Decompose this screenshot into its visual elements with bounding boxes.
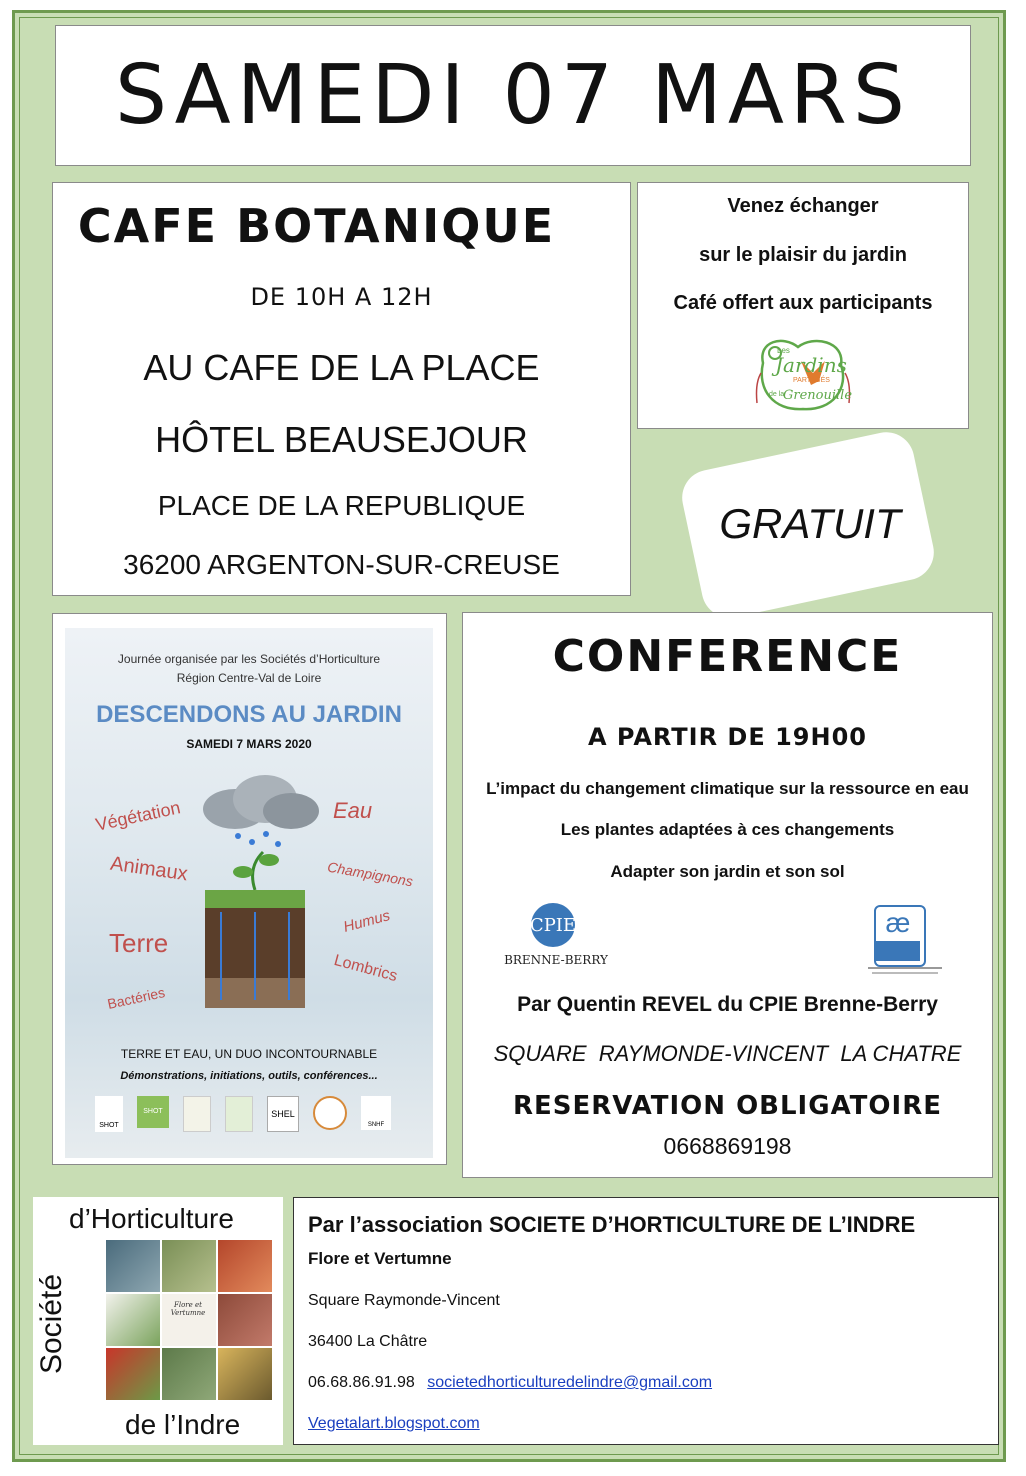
conference-reservation: RESERVATION OBLIGATOIRE <box>513 1091 942 1121</box>
society-logo-bottom: de l’Indre <box>125 1409 241 1440</box>
poster-word-animaux: Animaux <box>108 852 190 886</box>
photo-garden-6 <box>217 1293 273 1347</box>
association-subtitle: Flore et Vertumne <box>308 1249 452 1268</box>
photo-garden-3 <box>217 1239 273 1293</box>
conference-topic1: L’impact du changement climatique sur la ressource en eau <box>486 779 969 798</box>
photo-garden-9 <box>217 1347 273 1401</box>
partner-logo-4 <box>225 1096 253 1132</box>
conference-time: A PARTIR DE 19H00 <box>588 723 867 751</box>
conference-box <box>462 612 993 1178</box>
descendons-au-jardin-poster <box>65 628 433 1158</box>
jardins-partages-logo <box>753 333 853 413</box>
cafe-hours: DE 10H A 12H <box>250 283 433 311</box>
poster-partner-logos <box>95 1096 415 1136</box>
cafe-venue-line1: AU CAFE DE LA PLACE <box>143 347 540 388</box>
association-city: 36400 La Châtre <box>308 1333 428 1350</box>
soil-cross-section-icon <box>195 850 315 1020</box>
logo-text-les: Les <box>777 346 790 355</box>
invite-box <box>637 182 969 429</box>
agence-eau-logo-mark: æ <box>885 907 911 938</box>
association-title: Par l’association SOCIETE D’HORTICULTURE DE L’INDRE <box>308 1212 916 1237</box>
date-banner-text: SAMEDI 07 MARS <box>115 48 911 143</box>
photo-garden-2 <box>161 1239 217 1293</box>
societe-horticulture-logo <box>33 1197 283 1445</box>
gratuit-text: GRATUIT <box>719 500 901 547</box>
cafe-address-line2: 36200 ARGENTON-SUR-CREUSE <box>123 549 560 580</box>
agence-eau-logo <box>868 905 942 977</box>
association-email-link[interactable]: societedhorticulturedelindre@gmail.com <box>427 1374 713 1391</box>
conference-speaker: Par Quentin REVEL du CPIE Brenne-Berry <box>517 993 938 1016</box>
conference-topic3: Adapter son jardin et son sol <box>610 862 845 881</box>
poster-subline: Démonstrations, initiations, outils, conférences... <box>120 1070 378 1082</box>
logo-text-partages: PARTAGÉS <box>793 377 830 384</box>
cafe-botanique-box <box>52 182 631 596</box>
poster-org-line1: Journée organisée par les Sociétés d’Horticulture <box>117 652 381 666</box>
poster-tagline: TERRE ET EAU, UN DUO INCONTOURNABLE <box>120 1047 378 1061</box>
partner-logo-shel: SHEL <box>267 1096 299 1132</box>
partner-logo-3 <box>183 1096 211 1132</box>
cafe-venue-line2: HÔTEL BEAUSEJOUR <box>155 419 528 460</box>
partner-logo-6 <box>313 1096 347 1130</box>
cpie-logo-caption: BRENNE-BERRY <box>504 953 608 967</box>
photo-garden-8 <box>161 1347 217 1401</box>
cafe-title: CAFE BOTANIQUE <box>77 199 556 253</box>
logo-text-grenouille: Grenouille <box>783 388 853 403</box>
partner-logo-shot: SHOT <box>95 1096 123 1132</box>
society-logo-top: d’Horticulture <box>69 1203 234 1234</box>
invite-line2: sur le plaisir du jardin <box>699 244 907 266</box>
poster-org-line2: Région Centre-Val de Loire <box>176 671 322 685</box>
association-box <box>293 1197 999 1445</box>
association-street: Square Raymonde-Vincent <box>308 1292 500 1309</box>
poster-word-bacteries: Bactéries <box>105 984 167 1012</box>
conference-phone: 0668869198 <box>663 1133 792 1159</box>
poster-word-champignons: Champignons <box>326 858 415 890</box>
logo-text-de-la: de la <box>769 391 785 398</box>
society-logo-center: Flore et Vertumne <box>170 1301 206 1317</box>
cloud-icon <box>195 773 325 833</box>
cafe-address-line1: PLACE DE LA REPUBLIQUE <box>157 490 526 521</box>
conference-title: CONFERENCE <box>552 631 903 682</box>
association-blog-link[interactable]: Vegetalart.blogspot.com <box>308 1415 480 1432</box>
cpie-logo-mark: CPIE <box>529 915 577 936</box>
poster-word-vegetation: Végétation <box>93 797 183 835</box>
cpie-logo <box>501 903 611 973</box>
photo-garden-7 <box>105 1347 161 1401</box>
conference-location: SQUARE RAYMONDE-VINCENT LA CHATRE <box>493 1041 962 1066</box>
invite-line1: Venez échanger <box>727 195 879 217</box>
conference-topic2: Les plantes adaptées à ces changements <box>560 820 895 839</box>
partner-logo-snhf: SNHF <box>361 1096 391 1130</box>
association-phone: 06.68.86.91.98 <box>308 1374 415 1391</box>
poster-date: SAMEDI 7 MARS 2020 <box>186 737 312 751</box>
poster-word-eau: Eau <box>333 798 373 823</box>
photo-garden-1 <box>105 1239 161 1293</box>
poster-word-terre: Terre <box>109 928 169 958</box>
date-banner <box>55 25 971 166</box>
logo-text-jardins: Jardins <box>775 353 847 377</box>
society-logo-vertical: Société <box>35 1273 68 1375</box>
poster-word-lombrics: Lombrics <box>332 951 400 986</box>
photo-garden-4 <box>105 1293 161 1347</box>
partner-logo-shot-green: SHOT <box>137 1096 169 1128</box>
poster-title: DESCENDONS AU JARDIN <box>96 701 402 728</box>
poster-word-humus: Humus <box>341 907 392 936</box>
invite-line3: Café offert aux participants <box>673 292 933 314</box>
